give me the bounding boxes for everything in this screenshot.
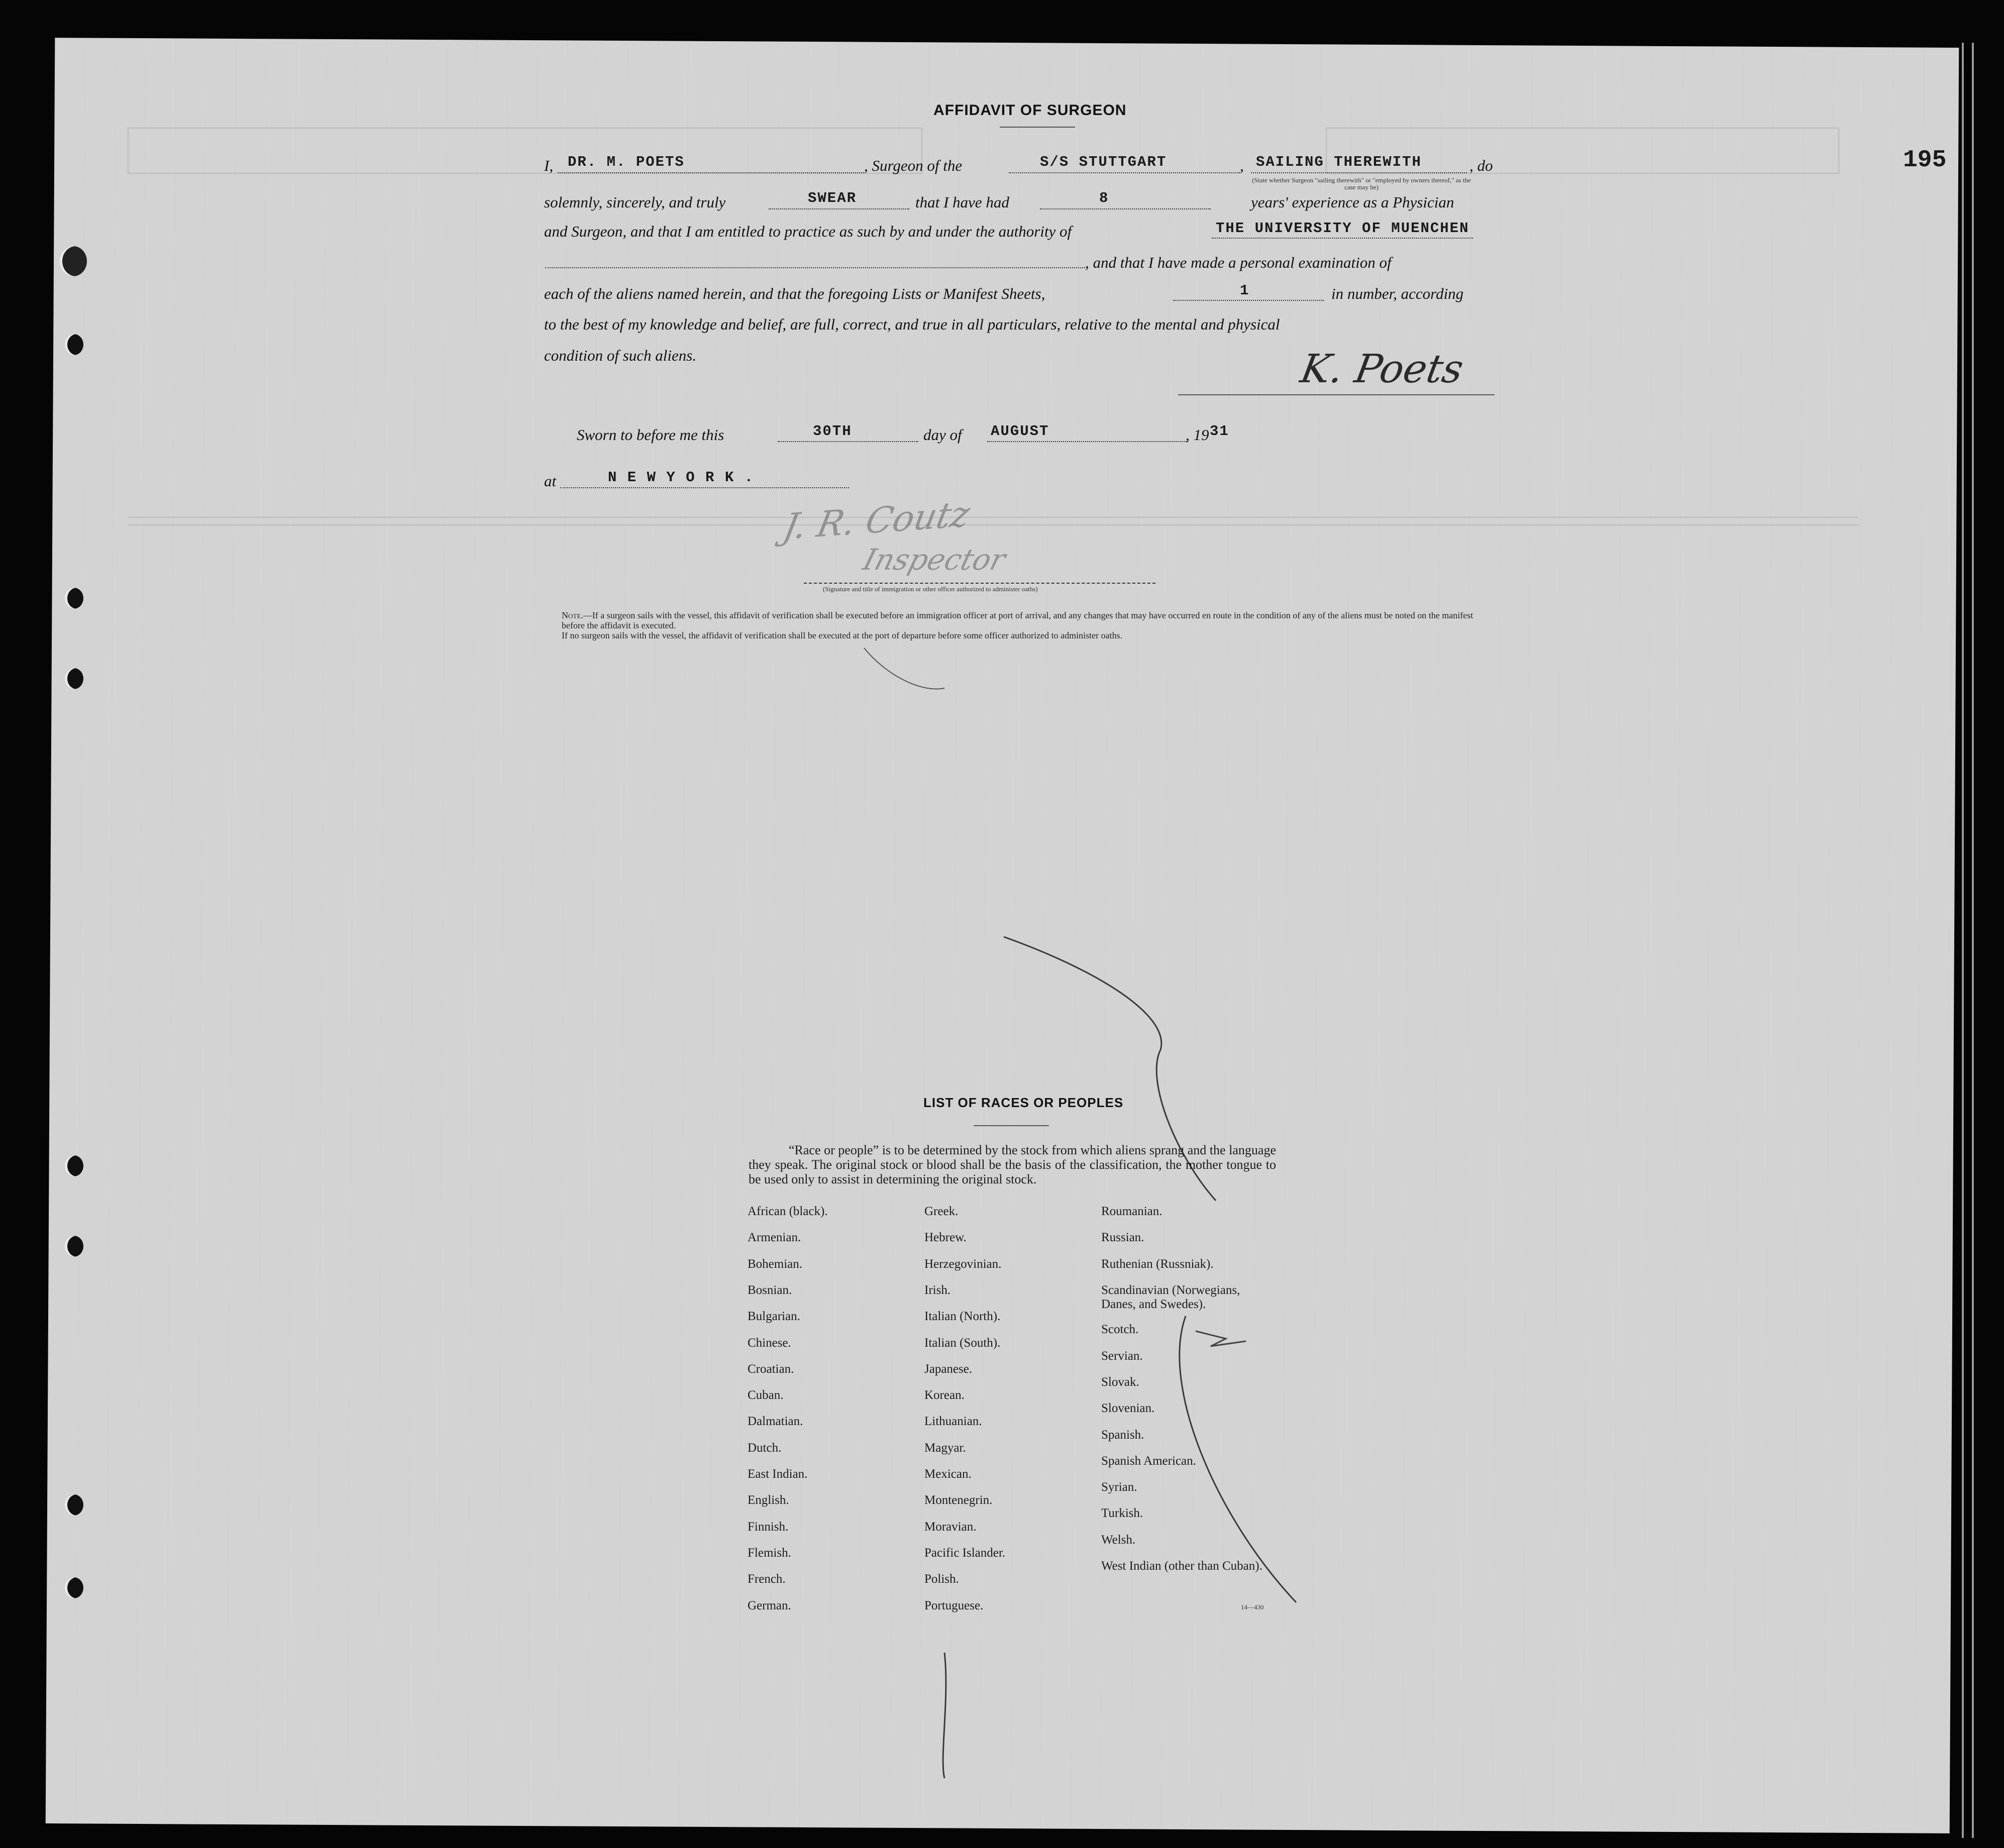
race-item: Magyar. xyxy=(924,1441,966,1455)
race-item: Welsh. xyxy=(1101,1533,1136,1547)
races-title: LIST OF RACES OR PEOPLES xyxy=(923,1095,1124,1110)
text-fragment: , and that I have made a personal examination of xyxy=(1085,254,1392,271)
race-item: Russian. xyxy=(1101,1231,1144,1244)
sailing-status-field: SAILING THEREWITH xyxy=(1256,154,1422,170)
underline xyxy=(558,172,864,173)
surgeon-name-field: DR. M. POETS xyxy=(568,154,685,170)
sworn-place-field: N E W Y O R K . xyxy=(608,469,755,486)
race-item: Servian. xyxy=(1101,1349,1143,1363)
affidavit-title: AFFIDAVIT OF SURGEON xyxy=(933,102,1127,119)
years-field: 8 xyxy=(1099,190,1109,206)
sheets-field: 1 xyxy=(1240,282,1250,299)
race-item: Lithuanian. xyxy=(924,1415,982,1428)
race-item: Polish. xyxy=(924,1572,959,1586)
race-item: Chinese. xyxy=(748,1336,791,1350)
underline xyxy=(1040,208,1211,209)
race-item: Spanish American. xyxy=(1101,1454,1196,1468)
form-number: 14—430 xyxy=(1241,1603,1264,1611)
race-item: Cuban. xyxy=(748,1388,784,1402)
sailing-note: (State whether Surgeon "sailing therewith" or "employed by owners thereof," as the case may be) xyxy=(1252,176,1471,191)
note-text-2: If no surgeon sails with the vessel, the affidavit of verification shall be executed at the port of departure before some officer authorized to administer oaths. xyxy=(562,630,1123,640)
text-fragment: Sworn to before me this xyxy=(577,426,724,444)
title-rule xyxy=(1000,127,1075,128)
officer-title: Inspector xyxy=(859,542,1010,577)
races-intro: “Race or people” is to be determined by the stock from which aliens sprang and the language they speak. The original stock or blood shall be the basis of the classification, the mother tongue to be used only to assist in determining the original stock. xyxy=(749,1143,1276,1186)
race-item: Herzegovinian. xyxy=(924,1257,1002,1271)
underline xyxy=(804,583,1155,584)
race-item: Scandinavian (Norwegians, Danes, and Swedes). xyxy=(1101,1283,1240,1311)
oath-field: SWEAR xyxy=(808,190,857,206)
race-item: Roumanian. xyxy=(1101,1205,1163,1218)
race-item: Greek. xyxy=(924,1205,959,1218)
text-fragment: that I have had xyxy=(915,193,1009,211)
race-item: Montenegrin. xyxy=(924,1493,993,1507)
race-item: East Indian. xyxy=(748,1467,808,1481)
race-item: Spanish. xyxy=(1101,1428,1144,1442)
officer-caption: (Signature and title of immigration or other officer authorized to administer oaths) xyxy=(823,585,1038,593)
race-item: Hebrew. xyxy=(924,1231,967,1244)
text-fragment: condition of such aliens. xyxy=(544,347,697,364)
sworn-month-field: AUGUST xyxy=(991,423,1049,440)
race-item: Turkish. xyxy=(1101,1506,1143,1520)
underline xyxy=(560,487,849,488)
race-item: Bulgarian. xyxy=(748,1310,800,1323)
surgeon-signature: K. Poets xyxy=(1297,347,1467,392)
race-item: West Indian (other than Cuban). xyxy=(1101,1559,1262,1573)
race-item: Finnish. xyxy=(748,1520,789,1534)
officer-signature: J. R. Coutz xyxy=(780,493,974,548)
race-item: Ruthenian (Russniak). xyxy=(1101,1257,1214,1271)
race-item: Mexican. xyxy=(924,1467,972,1481)
text-fragment: years' experience as a Physician xyxy=(1251,193,1454,211)
race-item: Dalmatian. xyxy=(748,1415,803,1428)
title-rule xyxy=(974,1125,1049,1126)
race-item: Moravian. xyxy=(924,1520,977,1534)
page-number: 195 xyxy=(1903,147,1947,174)
text-fragment: at xyxy=(544,472,557,490)
underline xyxy=(778,441,918,442)
authority-field: THE UNIVERSITY OF MUENCHEN xyxy=(1216,220,1469,237)
underline xyxy=(1009,172,1240,173)
race-item: Bosnian. xyxy=(748,1283,792,1297)
text-fragment: I, xyxy=(544,157,554,174)
text-fragment: to the best of my knowledge and belief, are full, correct, and true in all particulars, relative to the mental and physical xyxy=(544,315,1280,333)
race-item: Italian (North). xyxy=(924,1310,1001,1323)
underline xyxy=(1251,172,1467,173)
race-item: Korean. xyxy=(924,1388,965,1402)
text-fragment: solemnly, sincerely, and truly xyxy=(544,193,726,211)
race-item: French. xyxy=(748,1572,786,1586)
text-fragment: and Surgeon, and that I am entitled to practice as such by and under the authority of xyxy=(544,223,1072,240)
race-item: Scotch. xyxy=(1101,1323,1139,1336)
text-fragment: , Surgeon of the xyxy=(864,157,963,174)
race-item: German. xyxy=(748,1599,791,1612)
sworn-day-field: 30TH xyxy=(813,423,852,440)
note-text-1: —If a surgeon sails with the vessel, this affidavit of verification shall be executed before an immigration officer at port of arrival, and any changes that may have occurred en route in the condition of any of the aliens must be noted on the manifest before the affidavit is executed. xyxy=(562,610,1473,630)
underline xyxy=(1212,238,1473,239)
race-item: Flemish. xyxy=(748,1546,791,1560)
race-item: Bohemian. xyxy=(748,1257,803,1271)
text-fragment: each of the aliens named herein, and that the foregoing Lists or Manifest Sheets, xyxy=(544,285,1045,302)
text-fragment: in number, according xyxy=(1331,285,1464,302)
underline xyxy=(769,208,909,209)
race-item: Japanese. xyxy=(924,1362,973,1376)
race-item: Syrian. xyxy=(1101,1480,1137,1494)
race-item: Pacific Islander. xyxy=(924,1546,1006,1560)
race-item: Slovenian. xyxy=(1101,1401,1155,1415)
race-item: African (black). xyxy=(748,1205,828,1218)
sworn-year-field: 31 xyxy=(1210,423,1229,440)
race-item: Croatian. xyxy=(748,1362,794,1376)
underline xyxy=(1173,300,1324,301)
race-item: Italian (South). xyxy=(924,1336,1001,1350)
vessel-name-field: S/S STUTTGART xyxy=(1040,154,1167,170)
race-item: Portuguese. xyxy=(924,1599,984,1612)
note-block xyxy=(562,610,1496,630)
note-label: Note. xyxy=(562,610,583,620)
text-fragment: , do xyxy=(1469,157,1493,174)
race-item: Dutch. xyxy=(748,1441,782,1455)
race-item: Slovak. xyxy=(1101,1375,1139,1389)
underline xyxy=(545,267,1085,268)
text-fragment: , 19 xyxy=(1186,426,1209,444)
text-fragment: , xyxy=(1240,157,1244,174)
text-fragment: day of xyxy=(923,426,962,444)
signature-line xyxy=(1178,394,1495,395)
race-item: Armenian. xyxy=(748,1231,801,1244)
race-item: Irish. xyxy=(924,1283,951,1297)
underline xyxy=(987,441,1188,442)
race-item: English. xyxy=(748,1493,789,1507)
